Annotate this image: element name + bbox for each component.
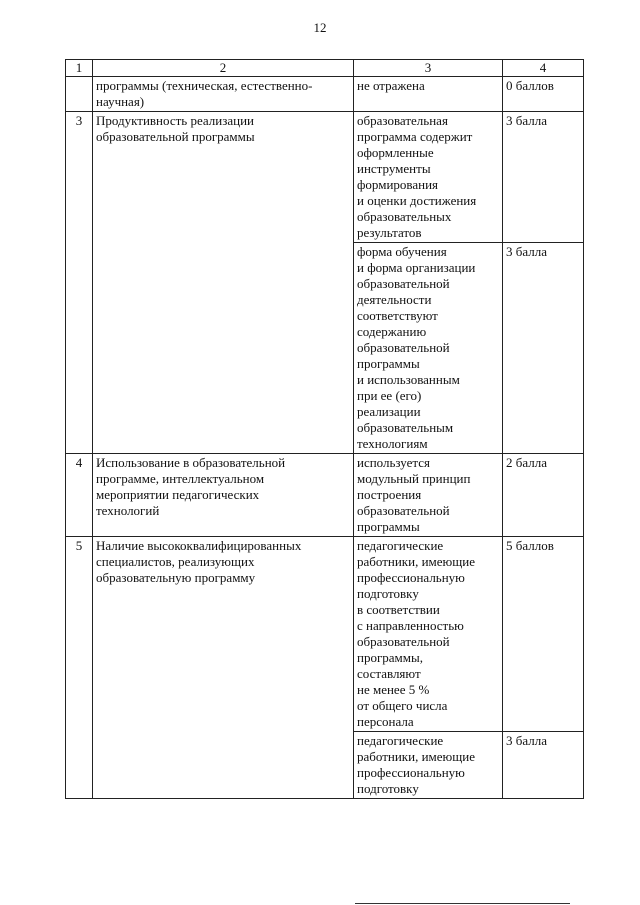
criterion-cell: Наличие высококвалифицированных специалистов, реализующих образовательную программу bbox=[93, 537, 354, 799]
row-number: 5 bbox=[66, 537, 93, 799]
score-cell: 2 балла bbox=[503, 454, 584, 537]
criterion-cell: программы (техническая, естественно- научная) bbox=[93, 77, 354, 112]
criterion-cell: Использование в образовательной программе, интеллектуальном мероприятии педагогических технологий bbox=[93, 454, 354, 537]
score-cell: 0 баллов bbox=[503, 77, 584, 112]
indicator-cell: используется модульный принцип построения образовательной программы bbox=[354, 454, 503, 537]
row-number bbox=[66, 77, 93, 112]
column-header-4: 4 bbox=[503, 60, 584, 77]
page-number: 12 bbox=[313, 20, 327, 35]
table-row bbox=[66, 112, 584, 243]
table-row bbox=[66, 77, 584, 112]
column-header-1: 1 bbox=[66, 60, 93, 77]
criterion-cell: Продуктивность реализации образовательной программы bbox=[93, 112, 354, 454]
score-cell: 3 балла bbox=[503, 112, 584, 243]
table-row bbox=[66, 537, 584, 732]
footer-divider bbox=[355, 903, 570, 904]
criteria-table bbox=[65, 59, 584, 799]
table-row bbox=[66, 454, 584, 537]
column-header-3: 3 bbox=[354, 60, 503, 77]
indicator-cell: не отражена bbox=[354, 77, 503, 112]
score-cell: 3 балла bbox=[503, 732, 584, 799]
indicator-cell: педагогические работники, имеющие профессиональную подготовку в соответствии с направленностью образовательной программы, составляют не менее 5 % от общего числа персонала bbox=[354, 537, 503, 732]
column-header-2: 2 bbox=[93, 60, 354, 77]
table-header-row bbox=[66, 60, 584, 77]
indicator-cell: форма обучения и форма организации образовательной деятельности соответствуют содержанию образовательной программы и использованным при ее (его) реализации образовательным технологиям bbox=[354, 243, 503, 454]
indicator-cell: образовательная программа содержит оформленные инструменты формирования и оценки достижения образовательных результатов bbox=[354, 112, 503, 243]
score-cell: 3 балла bbox=[503, 243, 584, 454]
row-number: 4 bbox=[66, 454, 93, 537]
row-number: 3 bbox=[66, 112, 93, 454]
score-cell: 5 баллов bbox=[503, 537, 584, 732]
indicator-cell: педагогические работники, имеющие профессиональную подготовку bbox=[354, 732, 503, 799]
